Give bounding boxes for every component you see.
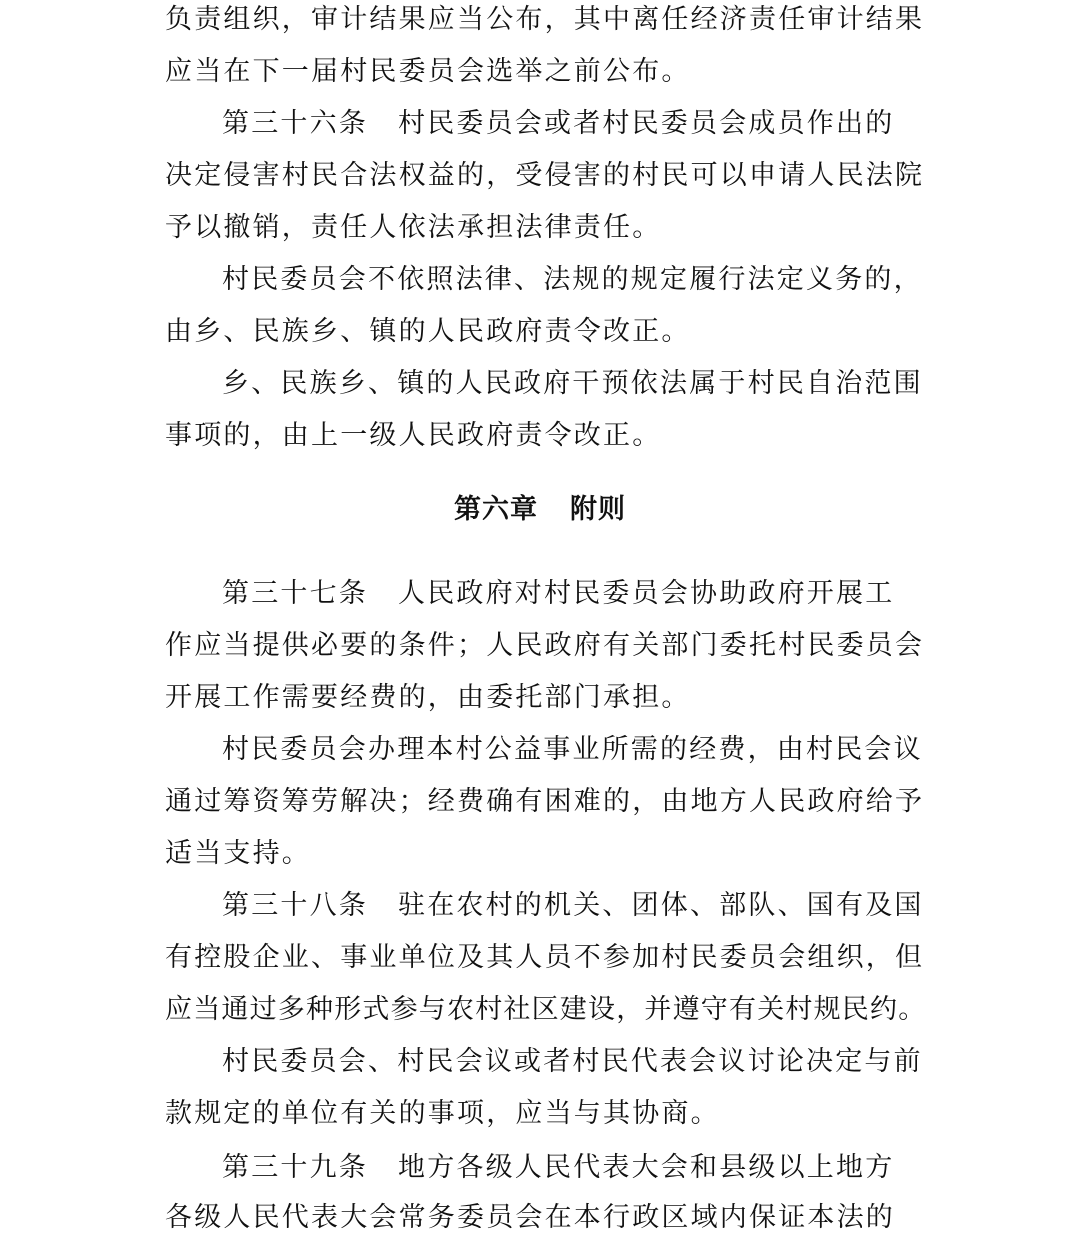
article-number: 第三十九条 — [222, 1152, 368, 1183]
chapter-heading — [0, 492, 1080, 528]
article-number: 第三十七条 — [222, 578, 368, 609]
line-text: 应当在下一届村民委员会选举之前公布。 — [165, 56, 691, 87]
line-text: 村民委员会不依照法律、法规的规定履行法定义务的， — [222, 264, 923, 295]
text-line — [165, 628, 945, 664]
chapter-number: 第六章 — [454, 494, 538, 525]
text-line — [165, 836, 945, 872]
line-text: 通过筹资筹劳解决；经费确有困难的，由地方人民政府给予 — [165, 786, 925, 817]
line-text: 负责组织，审计结果应当公布，其中离任经济责任审计结果 — [165, 4, 925, 35]
line-text: 应当通过多种形式参与农村社区建设，并遵守有关村规民约。 — [165, 994, 927, 1025]
article-36-line — [222, 106, 1002, 142]
text-line — [165, 158, 945, 194]
line-text: 村民委员会办理本村公益事业所需的经费，由村民会议 — [222, 734, 923, 765]
line-text: 乡、民族乡、镇的人民政府干预依法属于村民自治范围 — [222, 368, 923, 399]
line-text: 村民委员会、村民会议或者村民代表会议讨论决定与前 — [222, 1046, 923, 1077]
line-text: 由乡、民族乡、镇的人民政府责令改正。 — [165, 316, 691, 347]
line-text: 人民政府对村民委员会协助政府开展工 — [398, 578, 895, 609]
line-text: 有控股企业、事业单位及其人员不参加村民委员会组织，但 — [165, 942, 925, 973]
paragraph-start-line — [222, 1044, 1002, 1080]
article-number: 第三十八条 — [222, 890, 368, 921]
line-text: 地方各级人民代表大会和县级以上地方 — [398, 1152, 895, 1183]
line-text: 开展工作需要经费的，由委托部门承担。 — [165, 682, 691, 713]
text-line — [165, 2, 945, 38]
text-line — [165, 54, 945, 90]
line-text: 适当支持。 — [165, 838, 311, 869]
line-text: 作应当提供必要的条件；人民政府有关部门委托村民委员会 — [165, 630, 925, 661]
line-text: 予以撤销，责任人依法承担法律责任。 — [165, 212, 662, 243]
text-line — [165, 418, 945, 454]
text-line — [165, 940, 945, 976]
chapter-title: 附则 — [570, 494, 626, 525]
line-text: 决定侵害村民合法权益的，受侵害的村民可以申请人民法院 — [165, 160, 925, 191]
line-text: 村民委员会或者村民委员会成员作出的 — [398, 108, 895, 139]
article-39-line — [222, 1150, 1002, 1186]
line-text: 驻在农村的机关、团体、部队、国有及国 — [398, 890, 924, 921]
text-line — [165, 1200, 945, 1236]
article-38-line — [222, 888, 1002, 924]
article-37-line — [222, 576, 1002, 612]
line-text: 款规定的单位有关的事项，应当与其协商。 — [165, 1098, 720, 1129]
paragraph-start-line — [222, 366, 1002, 402]
paragraph-start-line — [222, 732, 1002, 768]
text-line — [165, 210, 945, 246]
text-line — [165, 992, 945, 1028]
text-line — [165, 314, 945, 350]
article-number: 第三十六条 — [222, 108, 368, 139]
paragraph-start-line — [222, 262, 1002, 298]
text-line — [165, 680, 945, 716]
text-line — [165, 784, 945, 820]
line-text: 各级人民代表大会常务委员会在本行政区域内保证本法的 — [165, 1202, 895, 1233]
text-line — [165, 1096, 945, 1132]
line-text: 事项的，由上一级人民政府责令改正。 — [165, 420, 662, 451]
